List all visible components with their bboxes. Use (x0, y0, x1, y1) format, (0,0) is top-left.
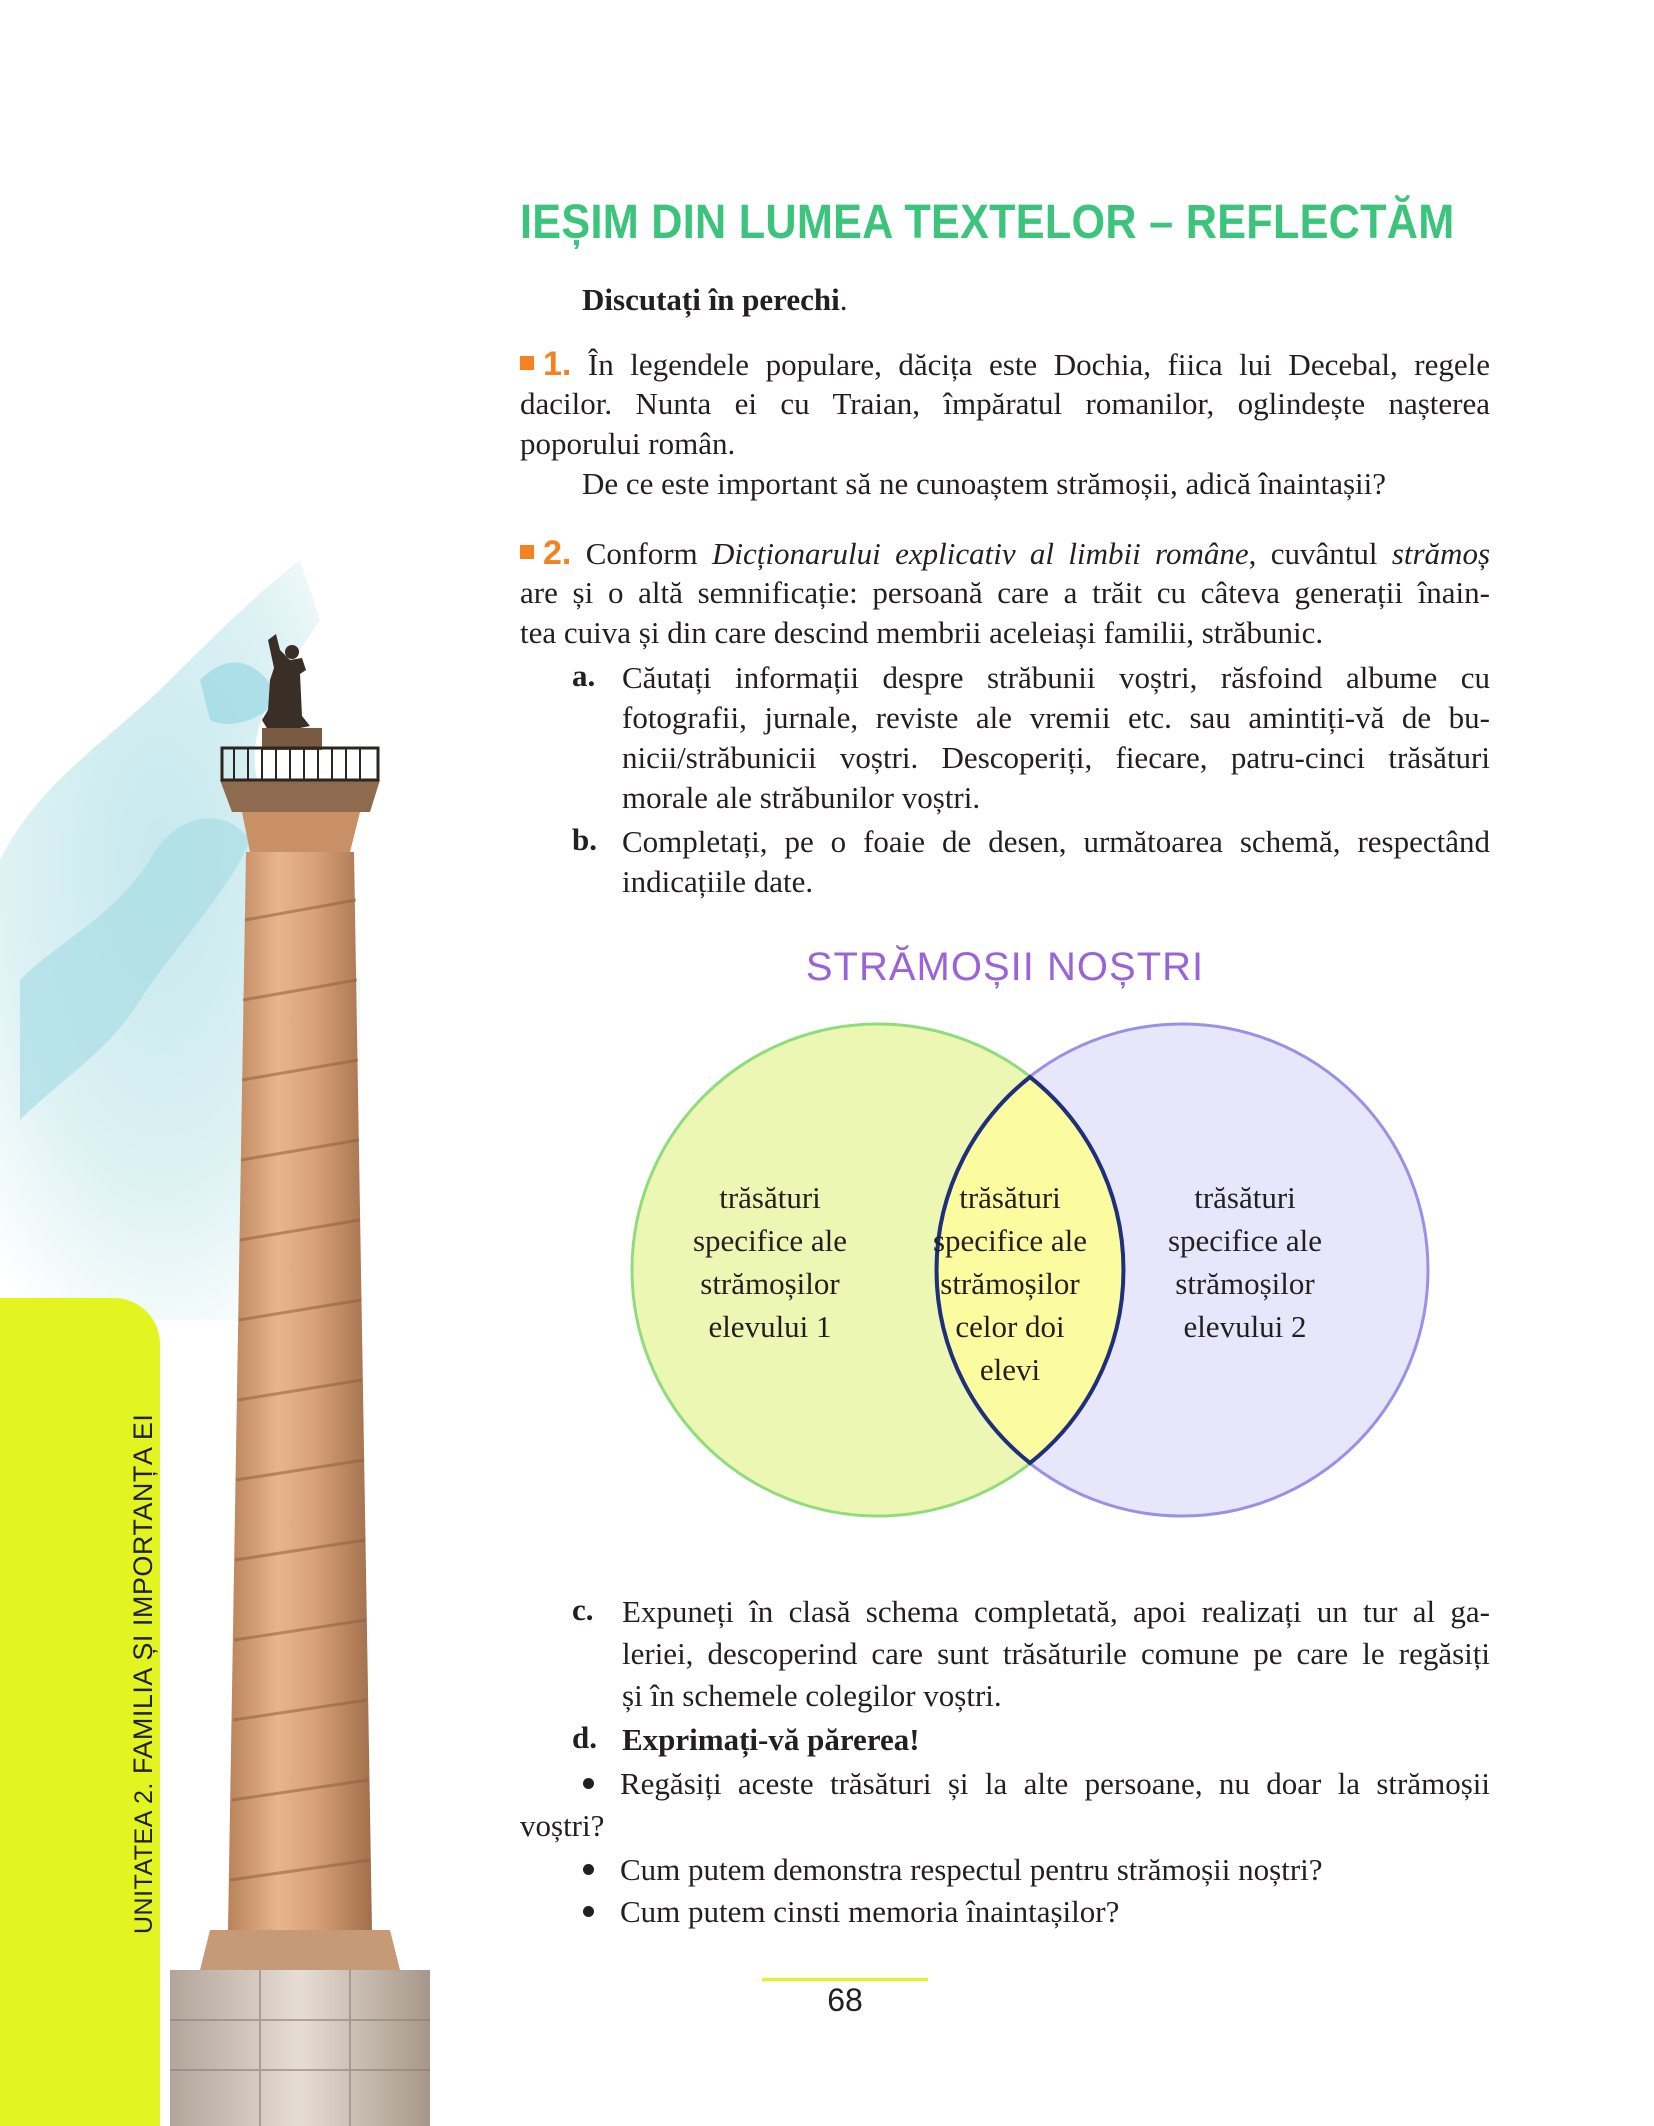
venn-left-line-1: trăsături (719, 1180, 821, 1215)
unit-number: UNITATEA 2. (130, 1782, 158, 1934)
item-d-label: Exprimați-vă părerea! (622, 1722, 920, 1757)
venn-middle-line-4: celor doi (955, 1309, 1065, 1344)
venn-right-line-2: specifice ale (1167, 1223, 1323, 1258)
page-number: 68 (827, 1982, 863, 2018)
item-c-letter: c. (572, 1592, 594, 1627)
item-c-line-2: leriei, descoperind care sunt trăsăturile comune pe care le regăsiți (622, 1636, 1490, 1671)
item-a-line-2: fotografii, jurnale, reviste ale vremii etc. sau amintiți-vă de bu- (622, 700, 1490, 735)
venn-middle-line-2: specifice ale (932, 1223, 1088, 1258)
item-a-line-4: morale ale străbunilor voștri. (622, 780, 981, 815)
instruction-text: Discutați în perechi (582, 282, 840, 317)
q2-number: 2. (543, 534, 572, 572)
venn-middle-line-3: strămoșilor (940, 1266, 1080, 1301)
section-title: IEȘIM DIN LUMEA TEXTELOR – REFLECTĂM (520, 196, 1455, 249)
bullet-icon (583, 1864, 594, 1875)
venn-right-line-4: elevului 2 (1183, 1309, 1307, 1344)
q1-line-2: dacilor. Nunta ei cu Traian, împăratul romanilor, oglindește nașterea (520, 386, 1490, 421)
item-b-letter: b. (572, 822, 597, 857)
item-a-line-3: nicii/străbunicii voștri. Descoperiți, fiecare, patru-cinci trăsături (622, 740, 1490, 775)
dictionary-title: Dicționarului explicativ al limbii române (711, 536, 1249, 571)
unit-title: FAMILIA ȘI IMPORTANȚA EI (128, 1413, 158, 1775)
bullet-icon (583, 1906, 594, 1917)
item-b-line-1: Completați, pe o foaie de desen, următoarea schemă, respectând (622, 824, 1490, 859)
venn-middle-line-5: elevi (979, 1352, 1041, 1387)
venn-right-label (1150, 1176, 1340, 1348)
page-number-rule (762, 1978, 928, 1981)
q1-line-1 (520, 344, 1490, 385)
d-bullet-1-line-2: voștri? (520, 1808, 605, 1843)
venn-left-line-3: strămoșilor (700, 1266, 840, 1301)
d-bullet-2: Cum putem demonstra respectul pentru strămoșii noștri? (620, 1852, 1323, 1887)
word-stramos: strămoș (1391, 536, 1491, 571)
orange-square-icon (520, 545, 534, 559)
venn-left-label (675, 1176, 865, 1348)
d-bullet-3: Cum putem cinsti memoria înaintașilor? (620, 1894, 1120, 1929)
venn-left-line-2: specifice ale (692, 1223, 848, 1258)
q2-text-pre: Conform (585, 536, 712, 571)
item-a-line-1: Căutați informații despre străbunii voștri, răsfoind albume cu (622, 660, 1490, 695)
venn-right-line-1: trăsături (1194, 1180, 1296, 1215)
item-a-letter: a. (572, 658, 596, 693)
q1-question: De ce este important să ne cunoaștem strămoșii, adică înaintașii? (582, 466, 1387, 501)
venn-left-line-4: elevului 1 (708, 1309, 832, 1344)
instruction-line: Discutați în perechi. (582, 282, 848, 317)
item-c-line-3: și în schemele colegilor voștri. (622, 1678, 1002, 1713)
q1-number: 1. (543, 345, 572, 383)
item-d-letter: d. (572, 1720, 597, 1755)
q1-text-1: În legendele populare, dăcița este Dochia, fiica lui Decebal, regele (587, 347, 1490, 382)
venn-middle-label (915, 1176, 1105, 1391)
venn-middle-line-1: trăsături (959, 1180, 1061, 1215)
orange-square-icon (520, 356, 534, 370)
q2-line-3: tea cuiva și din care descind membrii aceleiași familii, străbunic. (520, 615, 1324, 650)
item-b-line-2: indicațiile date. (622, 864, 814, 899)
trajans-column-illustration (150, 630, 500, 2126)
q2-line-2: are și o altă semnificație: persoană care a trăit cu câteva generații înain- (520, 575, 1490, 610)
item-c-line-1: Expuneți în clasă schema completată, apoi realizați un tur al ga- (622, 1594, 1490, 1629)
q2-text-mid: , cuvântul (1248, 536, 1392, 571)
venn-right-line-3: strămoșilor (1175, 1266, 1315, 1301)
venn-title: STRĂMOȘII NOȘTRI (805, 945, 1205, 989)
q2-line-1 (520, 533, 1490, 574)
d-bullet-1-line-1: Regăsiți aceste trăsături și la alte persoane, nu doar la strămoșii (620, 1766, 1490, 1801)
q1-line-3: poporului român. (520, 426, 736, 461)
bullet-icon (583, 1778, 594, 1789)
